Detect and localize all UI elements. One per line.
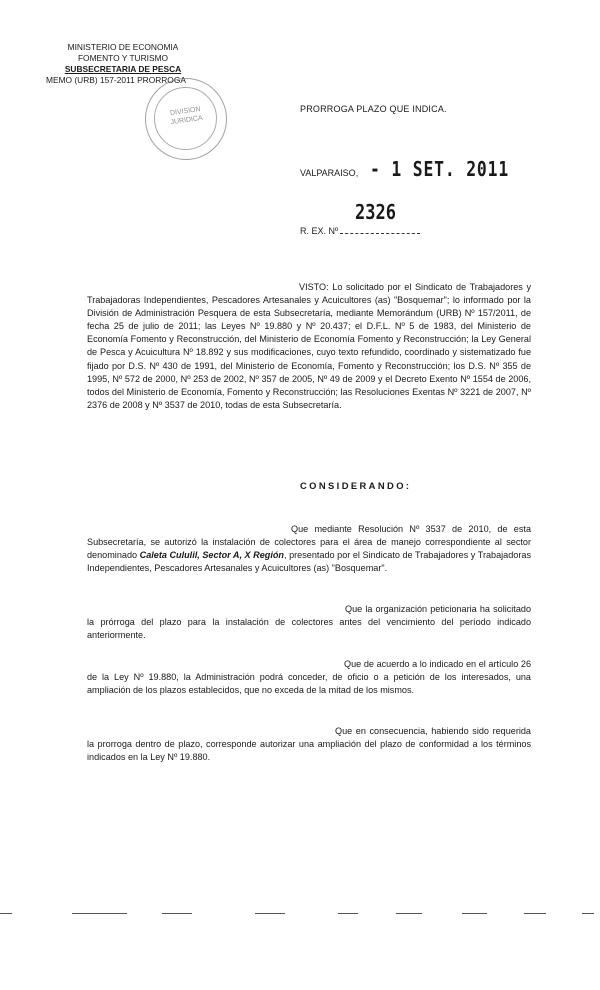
footer-rule (462, 913, 487, 914)
considerando-emphasis: Caleta Cululil, Sector A, X Región (139, 550, 284, 561)
resolution-label: R. EX. Nº (300, 226, 339, 236)
considerando-paragraph-2 (87, 603, 531, 642)
subsecretaria-name: SUBSECRETARIA DE PESCA (64, 64, 182, 74)
considerando-title: CONSIDERANDO: (300, 480, 412, 491)
visto-paragraph (87, 281, 531, 412)
stamp-text: DIVISION JURIDICA (169, 105, 204, 127)
ministry-name: MINISTERIO DE ECONOMIA (67, 42, 179, 52)
ministry-subname: FOMENTO Y TURISMO (77, 53, 169, 63)
considerando-text: Que de acuerdo a lo indicado en el artículo 26 de la Ley Nº 19.880, la Administración podrá conceder, de oficio o a petición de los interesados, una ampliación de los plazos establecidos, que no exceda de la mitad de los mismos. (87, 659, 531, 696)
footer-rule (0, 913, 12, 914)
footer-rule (255, 913, 285, 914)
document-subject: PRORROGA PLAZO QUE INDICA. (300, 104, 447, 114)
visto-text: Lo solicitado por el Sindicato de Trabajadores y Trabajadoras Independientes, Pescadores Artesanales y Acuicultores (as) "Bosquemar"; lo informado por la División de Administración Pesquera de esta Subsecretaría, mediante Memorándum (URB) Nº 157/2011, de fecha 25 de julio de 2011; las Leyes Nº 19.880 y Nº 20.437; el D.F.L. Nº 5 de 1983, del Ministerio de Economía Fomento y Reconstrucción, del Ministerio de Economía Fomento y Reconstrucción; la Ley General de Pesca y Acuicultura Nº 18.892 y sus modificaciones, cuyo texto refundido, coordinado y sistematizado fue fijado por D.S. Nº 430 de 1991, del Ministerio de Economía, Fomento y Reconstrucción; los D.S. Nº 355 de 1995, Nº 572 de 2000, Nº 253 de 2002, Nº 357 de 2005, Nº 49 de 2009 y el Decreto Exento Nº 1554 de 2006, todos del Ministerio de Economía, Fomento y Reconstrucción; las Resoluciones Exentas Nº 3221 de 2007, Nº 2376 de 2008 y Nº 3537 de 2010, todas de esta Subsecretaría. (87, 282, 531, 410)
date-stamp: - 1 SET. 2011 (370, 157, 510, 181)
considerando-text: Que mediante Resolución Nº 3537 de 2010, de esta Subsecretaría, se autorizó la instalación de colectores para el área de manejo correspondiente al sector denominado (87, 524, 531, 561)
footer-rule (72, 913, 127, 914)
division-stamp (145, 78, 227, 160)
footer-rule (338, 913, 358, 914)
considerando-paragraph-1 (87, 523, 531, 575)
resolution-number: 2326 (355, 200, 396, 224)
footer-rule (162, 913, 192, 914)
considerando-text: , presentado por el Sindicato de Trabajadores y Trabajadoras Independientes, Pescadores Artesanales y Acuicultores (as) "Bosquemar". (87, 550, 531, 574)
resolution-label-row (300, 226, 420, 236)
considerando-paragraph-3 (87, 658, 531, 697)
considerando-paragraph-4 (87, 725, 531, 764)
footer-rule (582, 913, 594, 914)
city-label: VALPARAISO, (300, 168, 359, 178)
visto-lead: VISTO: (299, 282, 329, 292)
considerando-text: Que en consecuencia, habiendo sido requerida la prorroga dentro de plazo, corresponde autorizar una ampliación del plazo de conformidad a los términos indicados en la Ley Nº 19.880. (87, 726, 531, 763)
resolution-blank-line (340, 233, 420, 234)
memo-reference: MEMO (URB) 157-2011 PRORROGA (46, 75, 186, 85)
considerando-text: Que la organización peticionaria ha solicitado la prórroga del plazo para la instalación de colectores antes del vencimiento del período indicado anteriormente. (87, 604, 531, 641)
footer-rule (396, 913, 422, 914)
footer-rule (524, 913, 546, 914)
